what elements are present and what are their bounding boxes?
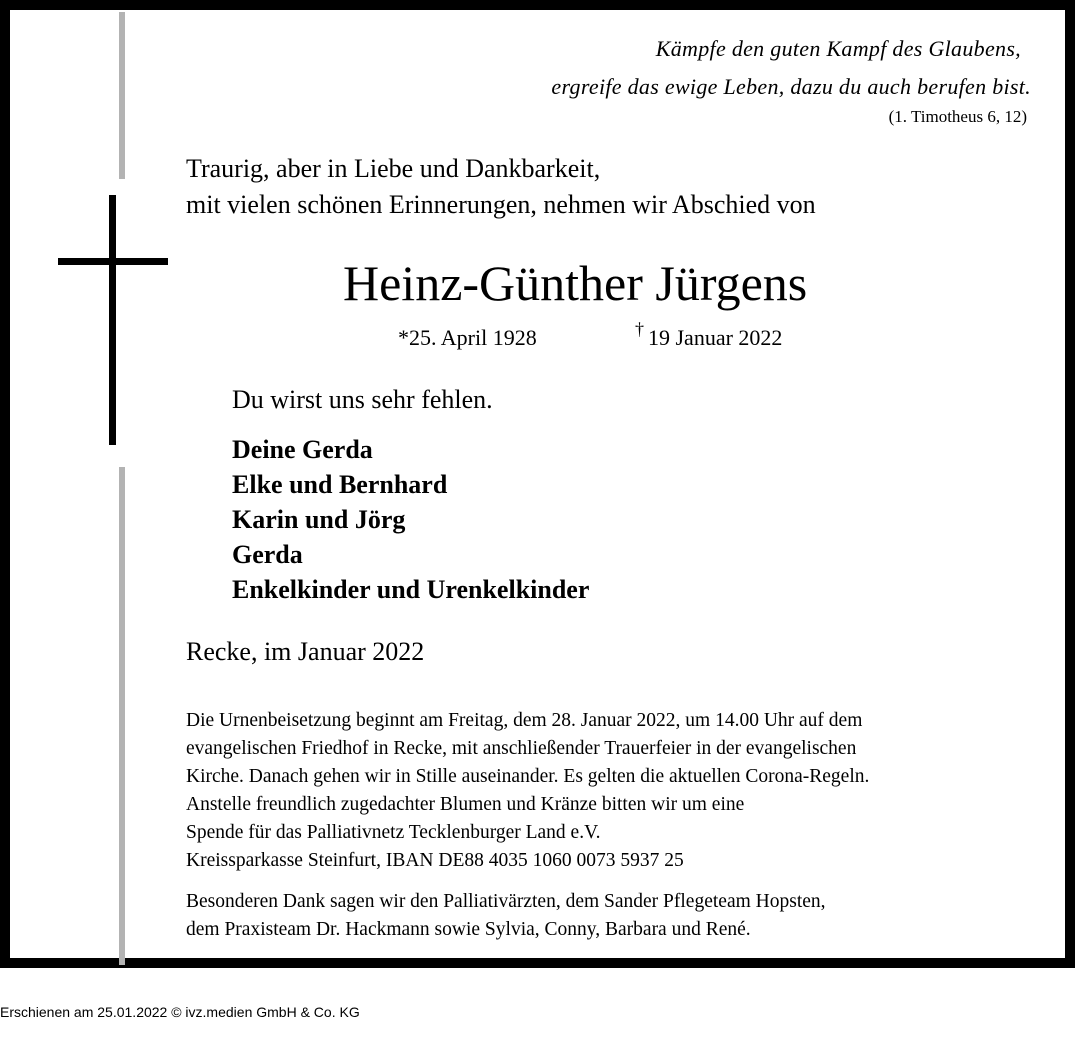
publication-footer: Erschienen am 25.01.2022 © ivz.medien GmbH & Co. KG xyxy=(0,1004,360,1020)
cross-icon-horizontal xyxy=(58,258,168,265)
funeral-info-line: evangelischen Friedhof in Recke, mit anschließender Trauerfeier in der evangelischen xyxy=(186,738,857,759)
deceased-name: Heinz-Günther Jürgens xyxy=(343,255,808,311)
family-member: Deine Gerda xyxy=(232,435,373,464)
quote-line-1: Kämpfe den guten Kampf des Glaubens, xyxy=(655,36,1021,61)
thanks-line: dem Praxisteam Dr. Hackmann sowie Sylvia, Conny, Barbara und René. xyxy=(186,919,751,940)
family-member: Karin und Jörg xyxy=(232,505,406,534)
family-member: Gerda xyxy=(232,540,303,569)
dagger-icon: † xyxy=(635,319,644,339)
funeral-info-line: Spende für das Palliativnetz Tecklenburger Land e.V. xyxy=(186,822,601,843)
funeral-info-line: Kreissparkasse Steinfurt, IBAN DE88 4035 1060 0073 5937 25 xyxy=(186,850,684,871)
intro-line-2: mit vielen schönen Erinnerungen, nehmen wir Abschied von xyxy=(186,190,816,219)
decorative-bar-bottom xyxy=(119,467,125,965)
place-date: Recke, im Januar 2022 xyxy=(186,637,425,666)
funeral-info-line: Kirche. Danach gehen wir in Stille auseinander. Es gelten die aktuellen Corona-Regeln. xyxy=(186,766,870,787)
intro-line-1: Traurig, aber in Liebe und Dankbarkeit, xyxy=(186,154,601,183)
death-date: 19 Januar 2022 xyxy=(648,325,783,350)
birth-date: *25. April 1928 xyxy=(398,325,537,350)
funeral-info-line: Die Urnenbeisetzung beginnt am Freitag, dem 28. Januar 2022, um 14.00 Uhr auf dem xyxy=(186,710,863,731)
funeral-info-block xyxy=(186,707,869,875)
miss-line: Du wirst uns sehr fehlen. xyxy=(232,385,493,414)
thanks-block xyxy=(186,888,826,944)
cross-icon-vertical xyxy=(109,195,116,445)
thanks-line: Besonderen Dank sagen wir den Palliativärzten, dem Sander Pflegeteam Hopsten, xyxy=(186,891,826,912)
family-member: Enkelkinder und Urenkelkinder xyxy=(232,575,590,604)
decorative-bar-top xyxy=(119,12,125,179)
quote-reference: (1. Timotheus 6, 12) xyxy=(888,107,1027,126)
funeral-info-line: Anstelle freundlich zugedachter Blumen und Kränze bitten wir um eine xyxy=(186,794,745,815)
quote-line-2: ergreife das ewige Leben, dazu du auch berufen bist. xyxy=(551,74,1031,99)
family-member: Elke und Bernhard xyxy=(232,470,448,499)
